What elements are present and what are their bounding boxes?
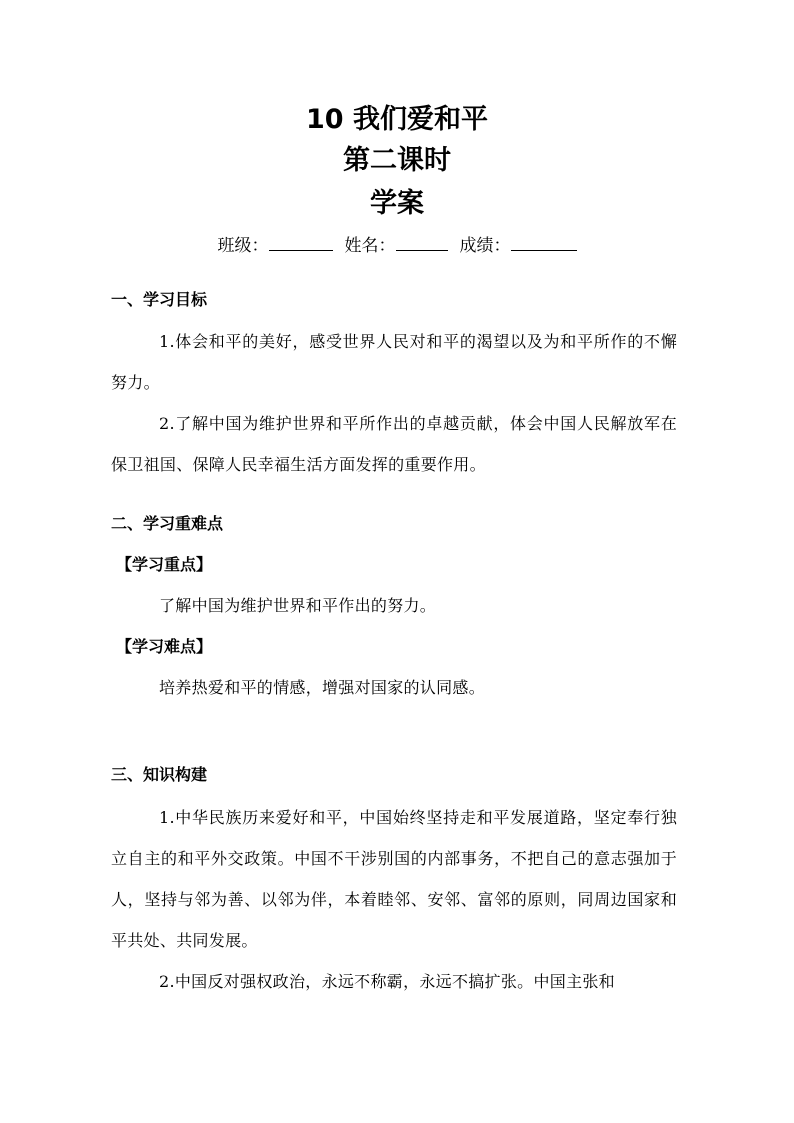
section-heading-key-points: 二、学习重难点 bbox=[111, 514, 224, 533]
class-label: 班级： bbox=[217, 236, 269, 256]
lesson-title: 10 我们爱和平 bbox=[306, 104, 488, 135]
name-blank bbox=[396, 232, 448, 251]
section-heading-goals: 一、学习目标 bbox=[111, 290, 208, 309]
student-info-line bbox=[0, 232, 794, 260]
section-heading-knowledge: 三、知识构建 bbox=[111, 765, 208, 784]
difficult-point-label: 【学习难点】 bbox=[116, 637, 213, 656]
knowledge-item-2: 2.中国反对强权政治，永远不称霸，永远不搞扩张。中国主张和 bbox=[159, 972, 615, 991]
goal-item-1: 1.体会和平的美好，感受世界人民对和平的渴望以及为和平所作的不懈努力。 bbox=[111, 332, 677, 392]
class-blank bbox=[269, 232, 333, 251]
score-label: 成绩： bbox=[459, 236, 511, 256]
knowledge-item-1: 1.中华民族历来爱好和平，中国始终坚持走和平发展道路，坚定奉行独立自主的和平外交政策。中国不干涉别国的内部事务，不把自己的意志强加于人，坚持与邻为善、以邻为伴，本着睦邻、安邻、富邻的原则，同周边国家和平共处、共同发展。 bbox=[111, 808, 677, 950]
lesson-type: 学案 bbox=[370, 188, 424, 219]
lesson-period: 第二课时 bbox=[343, 145, 451, 176]
difficult-point-text: 培养热爱和平的情感，增强对国家的认同感。 bbox=[159, 678, 486, 697]
key-point-label: 【学习重点】 bbox=[116, 555, 213, 574]
key-point-text: 了解中国为维护世界和平作出的努力。 bbox=[159, 596, 437, 615]
name-label: 姓名： bbox=[344, 236, 396, 256]
goal-item-2: 2.了解中国为维护世界和平所作出的卓越贡献，体会中国人民解放军在保卫祖国、保障人民幸福生活方面发挥的重要作用。 bbox=[111, 414, 677, 474]
score-blank bbox=[511, 232, 577, 251]
